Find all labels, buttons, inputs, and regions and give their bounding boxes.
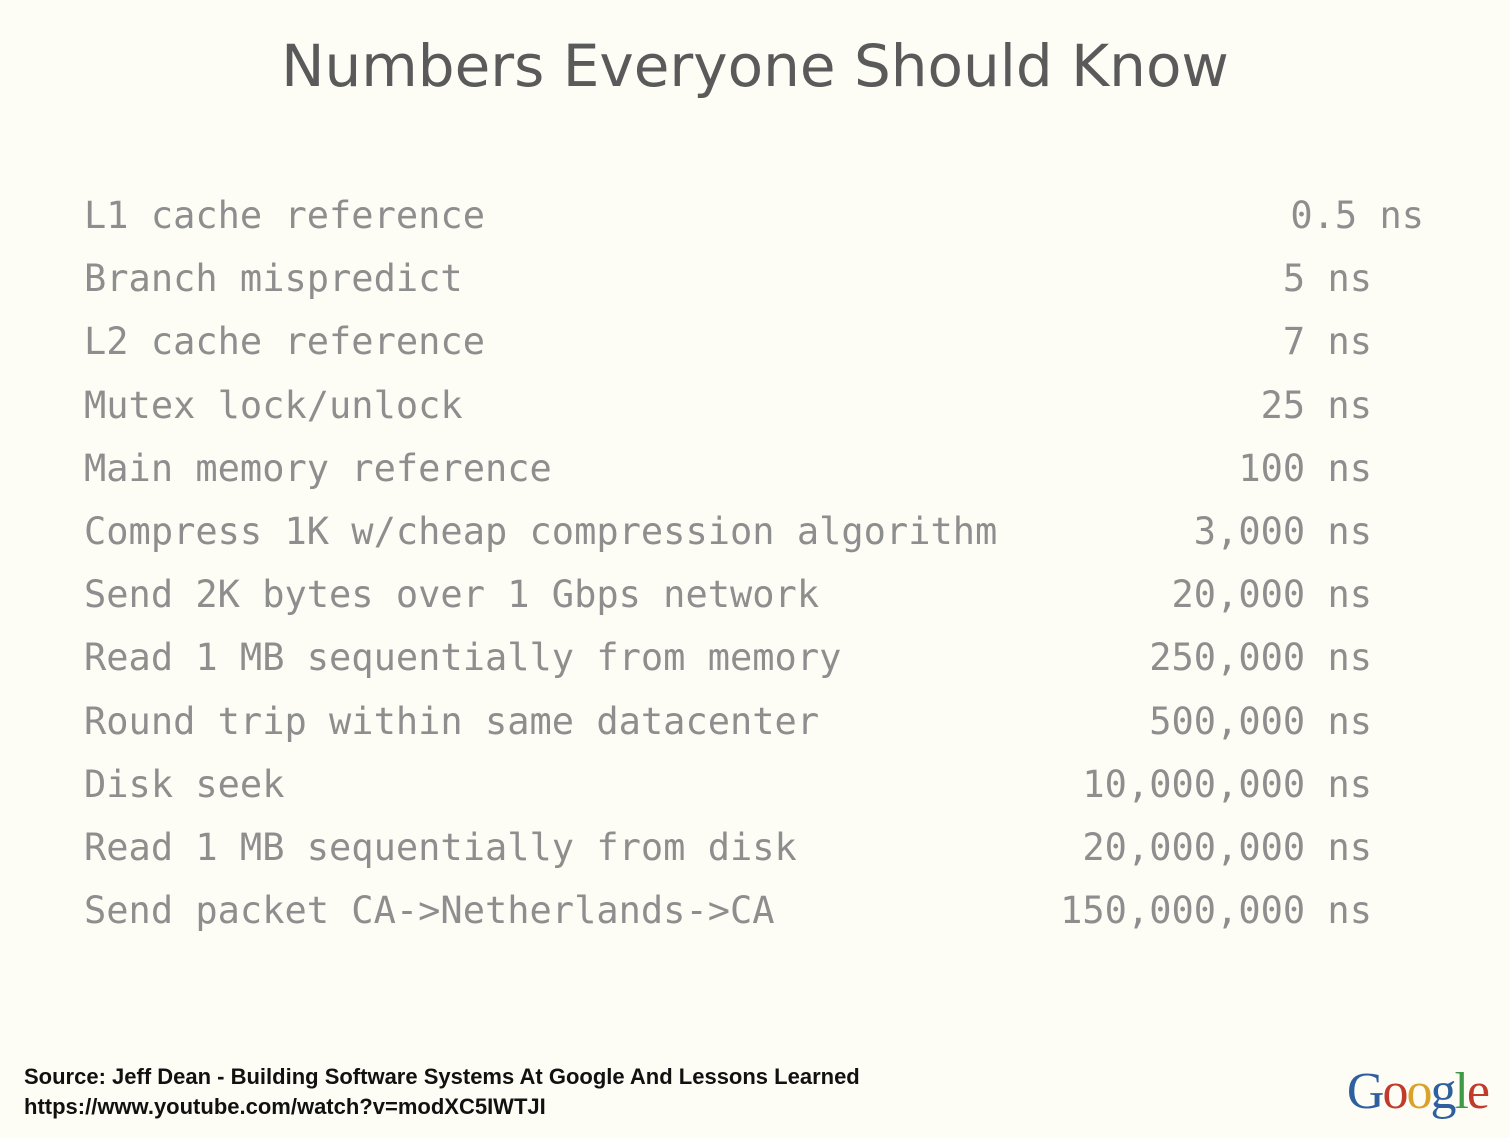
row-label: L1 cache reference xyxy=(84,194,485,237)
list-item xyxy=(84,690,1424,753)
row-label: Read 1 MB sequentially from memory xyxy=(84,636,842,680)
row-label: L2 cache reference xyxy=(84,320,485,364)
row-value: 20,000,000 ns xyxy=(1082,825,1372,869)
row-value: 500,000 ns xyxy=(1149,699,1372,743)
row-label: Read 1 MB sequentially from disk xyxy=(84,825,797,869)
source-credit xyxy=(24,1062,860,1122)
row-value: 25 ns xyxy=(1260,383,1372,427)
row-value: 5 ns xyxy=(1282,257,1372,301)
row-label: Branch mispredict xyxy=(84,257,463,301)
google-logo xyxy=(1347,1062,1488,1121)
row-value: 3,000 ns xyxy=(1193,509,1372,553)
logo-letter: G xyxy=(1346,1063,1383,1120)
logo-letter: g xyxy=(1430,1063,1455,1120)
latency-list xyxy=(84,184,1424,942)
row-value: 0.5 ns xyxy=(1290,194,1424,237)
logo-letter: o xyxy=(1382,1063,1407,1120)
row-label: Main memory reference xyxy=(84,446,552,490)
list-item xyxy=(84,563,1424,626)
slide-title: Numbers Everyone Should Know xyxy=(281,32,1229,100)
row-value: 100 ns xyxy=(1238,446,1372,490)
row-value: 7 ns xyxy=(1282,320,1372,364)
list-item xyxy=(84,879,1424,942)
row-label: Mutex lock/unlock xyxy=(84,383,463,427)
row-label: Compress 1K w/cheap compression algorithm xyxy=(84,509,998,553)
source-link[interactable]: https://www.youtube.com/watch?v=modXC5IWTJI xyxy=(24,1094,546,1119)
logo-letter: l xyxy=(1454,1063,1467,1120)
list-item xyxy=(84,184,1424,247)
row-value: 20,000 ns xyxy=(1171,573,1372,617)
source-line: Source: Jeff Dean - Building Software Systems At Google And Lessons Learned xyxy=(24,1064,860,1089)
list-item xyxy=(84,247,1424,310)
list-item xyxy=(84,437,1424,500)
row-value: 250,000 ns xyxy=(1149,636,1372,680)
logo-letter: o xyxy=(1406,1063,1431,1120)
row-label: Send packet CA->Netherlands->CA xyxy=(84,889,775,933)
row-label: Round trip within same datacenter xyxy=(84,699,820,743)
list-item xyxy=(84,753,1424,816)
row-label: Send 2K bytes over 1 Gbps network xyxy=(84,573,820,617)
list-item xyxy=(84,626,1424,689)
row-label: Disk seek xyxy=(84,762,285,806)
logo-letter: e xyxy=(1466,1063,1488,1120)
row-value: 150,000,000 ns xyxy=(1060,889,1372,933)
list-item xyxy=(84,500,1424,563)
row-value: 10,000,000 ns xyxy=(1082,762,1372,806)
list-item xyxy=(84,310,1424,373)
list-item xyxy=(84,816,1424,879)
list-item xyxy=(84,374,1424,437)
